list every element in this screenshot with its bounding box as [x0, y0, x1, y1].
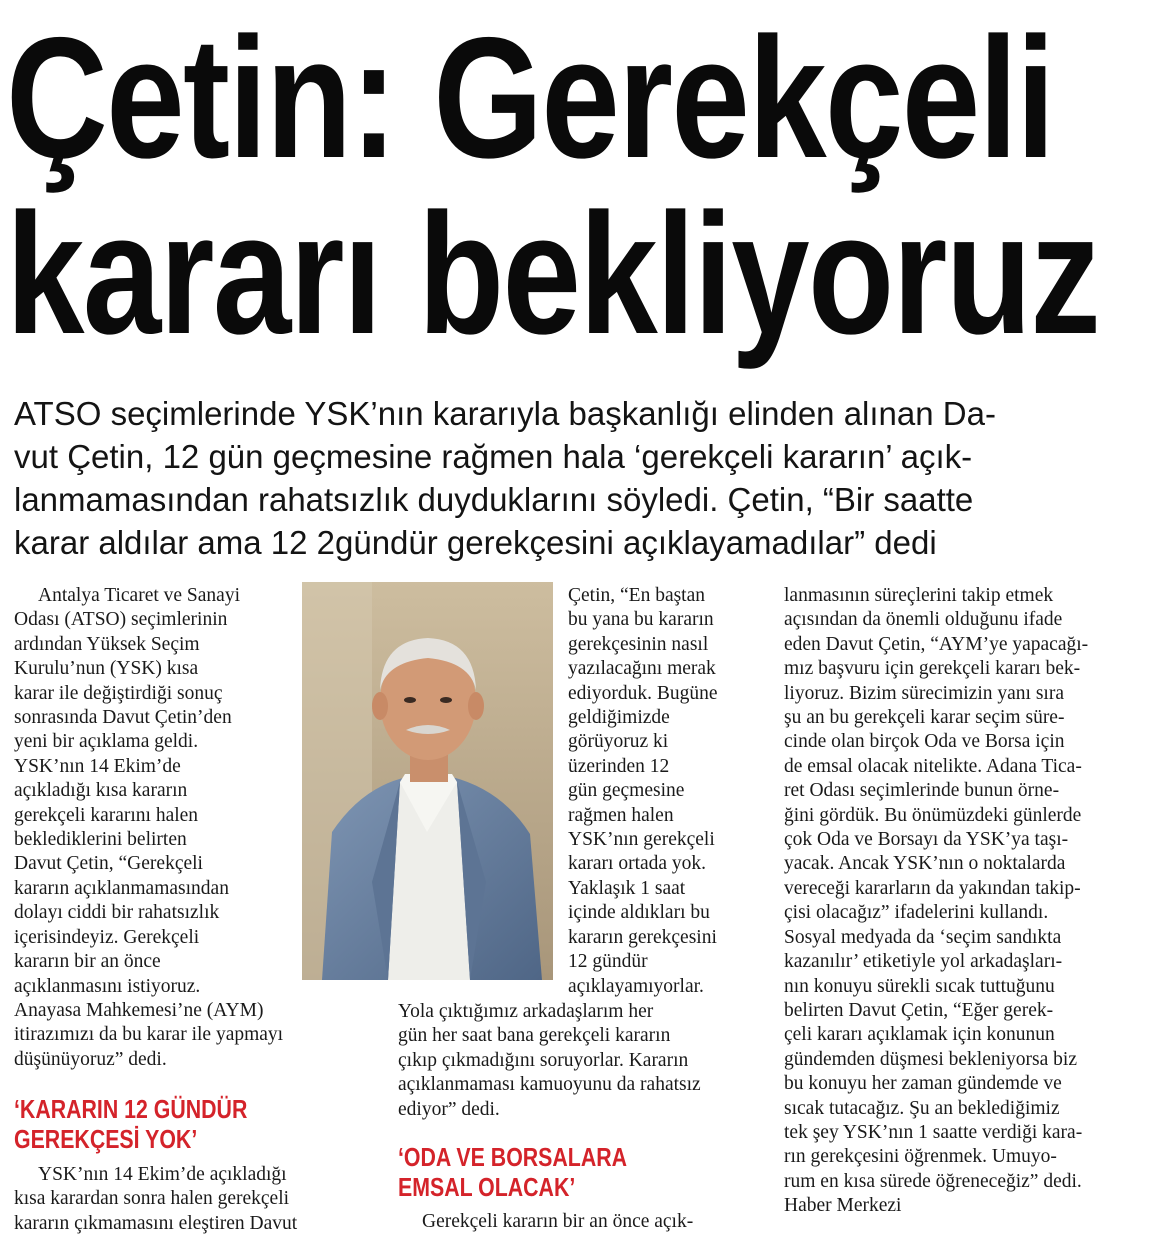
- headline-line-2: kararı bekliyoruz: [6, 178, 1100, 370]
- standfirst-line: vut Çetin, 12 gün geçmesine rağmen hala ‘gerekçeli kararın’ açık-: [14, 438, 973, 475]
- body-line: açıkladığı kısa kararın: [14, 780, 188, 802]
- body-line: Antalya Ticaret ve Sanayi: [38, 585, 240, 606]
- body-line: bu konuyu her zaman gündemde ve: [784, 1073, 1062, 1095]
- article-column-2-continued: [398, 1210, 768, 1234]
- body-line: rın gerekçesini öğrenmek. Umuyo-: [784, 1146, 1057, 1168]
- article-column-1-continued: [14, 1163, 384, 1236]
- body-line: üzerinden 12: [568, 755, 670, 777]
- body-line: kazanılır’ etiketiyle yol arkadaşları-: [784, 951, 1063, 973]
- body-line: ğini gördük. Bu önümüzdeki günlerde: [784, 804, 1082, 826]
- byline: Haber Merkezi: [784, 1195, 902, 1217]
- body-line: açısından da önemli olduğunu ifade: [784, 609, 1063, 631]
- body-line: çeli kararı açıklamak için konunun: [784, 1024, 1055, 1046]
- crosshead-line: ‘ODA VE BORSALARA: [398, 1142, 628, 1172]
- body-line: açıklanmaması kamuoyunu da rahatsız: [398, 1074, 701, 1096]
- body-line: açıklanmasını istiyoruz.: [14, 975, 201, 997]
- body-line: kısa karardan sonra halen gerekçeli: [14, 1188, 290, 1210]
- body-line: kararı ortada yok.: [568, 853, 707, 875]
- article-column-1: [14, 584, 306, 1072]
- body-line: itirazımızı da bu karar ile yapmayı: [14, 1024, 284, 1046]
- body-line: beklediklerini belirten: [14, 829, 187, 851]
- body-line: şu an bu gerekçeli karar seçim süre-: [784, 707, 1065, 729]
- body-line: YSK’nın 14 Ekim’de: [14, 755, 181, 777]
- body-line: Davut Çetin, “Gerekçeli: [14, 853, 203, 875]
- body-line: çisi olacağız” ifadelerini kullandı.: [784, 902, 1049, 924]
- body-line: ardından Yüksek Seçim: [14, 633, 200, 655]
- standfirst-line: lanmamasından rahatsızlık duyduklarını söyledi. Çetin, “Bir saatte: [14, 481, 974, 518]
- body-line: nın konuyu sürekli sıcak tuttuğunu: [784, 975, 1055, 997]
- crosshead-line: GEREKÇESİ YOK’: [14, 1124, 198, 1154]
- article-column-2: [568, 584, 768, 999]
- body-line: ediyorduk. Bugüne: [568, 682, 718, 704]
- crosshead-line: ‘KARARIN 12 GÜNDÜR: [14, 1094, 248, 1124]
- body-line: gündemden düşmesi bekleniyorsa biz: [784, 1048, 1077, 1070]
- body-line: liyoruz. Bizim sürecimizin yanı sıra: [784, 682, 1064, 704]
- portrait-illustration: [302, 582, 553, 980]
- body-line: karar ile değiştirdiği sonuç: [14, 682, 223, 704]
- body-line: gerekçesinin nasıl: [568, 633, 709, 655]
- body-line: lanmasının süreçlerini takip etmek: [784, 585, 1054, 606]
- body-line: Yaklaşık 1 saat: [568, 877, 686, 899]
- body-line: tek şey YSK’nın 1 saatte verdiği kara-: [784, 1121, 1083, 1143]
- body-line: rum en kısa sürede öğreneceğiz” dedi.: [784, 1170, 1082, 1192]
- crosshead-line: EMSAL OLACAK’: [398, 1172, 576, 1202]
- standfirst: [14, 392, 1136, 564]
- body-line: geldiğimizde: [568, 707, 670, 729]
- body-line: YSK’nın 14 Ekim’de açıkladığı: [38, 1164, 287, 1185]
- article-column-2-wide: [398, 1000, 768, 1122]
- body-line: görüyoruz ki: [568, 731, 669, 753]
- body-line: kararın bir an önce: [14, 951, 161, 973]
- portrait-photo: [302, 582, 553, 980]
- body-line: ediyor” dedi.: [398, 1098, 500, 1120]
- body-line: içerisindeyiz. Gerekçeli: [14, 926, 200, 948]
- body-line: yazılacağını merak: [568, 658, 716, 680]
- body-line: vereceği kararların da yakından takip-: [784, 877, 1081, 899]
- headline-line-1: Çetin: Gerekçeli: [6, 2, 1054, 194]
- body-line: Anayasa Mahkemesi’ne (AYM): [14, 999, 264, 1021]
- body-line: mız başvuru için gerekçeli kararı bek-: [784, 658, 1081, 680]
- body-line: düşünüyoruz” dedi.: [14, 1048, 167, 1070]
- crosshead-2: [398, 1142, 627, 1202]
- standfirst-line: ATSO seçimlerinde YSK’nın kararıyla başkanlığı elinden alınan Da-: [14, 395, 996, 432]
- body-line: bu yana bu kararın: [568, 609, 714, 631]
- body-line: Gerekçeli kararın bir an önce açık-: [422, 1211, 694, 1232]
- body-line: 12 gündür: [568, 951, 648, 973]
- body-line: de emsal olacak nitelikte. Adana Tica-: [784, 755, 1082, 777]
- body-line: Çetin, “En baştan: [568, 585, 706, 606]
- body-line: çok Oda ve Borsayı da YSK’ya taşı-: [784, 829, 1069, 851]
- body-line: gerekçeli kararını halen: [14, 804, 199, 826]
- body-line: Sosyal medyada da ‘seçim sandıkta: [784, 926, 1062, 948]
- body-line: eden Davut Çetin, “AYM’ye yapacağı-: [784, 633, 1089, 655]
- body-line: içinde aldıkları bu: [568, 902, 710, 924]
- body-line: Kurulu’nun (YSK) kısa: [14, 658, 199, 680]
- body-line: kararın açıklanmamasından: [14, 877, 229, 899]
- body-line: yeni bir açıklama geldi.: [14, 731, 199, 753]
- body-line: Yola çıktığımız arkadaşlarım her: [398, 1001, 654, 1022]
- body-line: rağmen halen: [568, 804, 674, 826]
- crosshead-1: [14, 1094, 247, 1154]
- body-line: sonrasında Davut Çetin’den: [14, 707, 232, 729]
- standfirst-line: karar aldılar ama 12 2gündür gerekçesini açıklayamadılar” dedi: [14, 524, 937, 561]
- body-line: açıklayamıyorlar.: [568, 975, 704, 997]
- body-line: YSK’nın gerekçeli: [568, 829, 715, 851]
- body-line: belirten Davut Çetin, “Eğer gerek-: [784, 999, 1054, 1021]
- article-column-3: [784, 584, 1144, 1219]
- body-line: kararın çıkmamasını eleştiren Davut: [14, 1212, 298, 1234]
- body-line: kararın gerekçesini: [568, 926, 717, 948]
- body-line: gün her saat bana gerekçeli kararın: [398, 1025, 671, 1047]
- body-line: dolayı ciddi bir rahatsızlık: [14, 902, 220, 924]
- body-line: çıkıp çıkmadığını soruyorlar. Kararın: [398, 1049, 689, 1071]
- body-line: sıcak tutacağız. Şu an beklediğimiz: [784, 1097, 1060, 1119]
- body-line: gün geçmesine: [568, 780, 685, 802]
- body-line: ret Odası seçimlerinde bunun örne-: [784, 780, 1060, 802]
- body-line: yacak. Ancak YSK’nın o noktalarda: [784, 853, 1066, 875]
- body-line: cinde olan birçok Oda ve Borsa için: [784, 731, 1065, 753]
- body-line: Odası (ATSO) seçimlerinin: [14, 609, 228, 631]
